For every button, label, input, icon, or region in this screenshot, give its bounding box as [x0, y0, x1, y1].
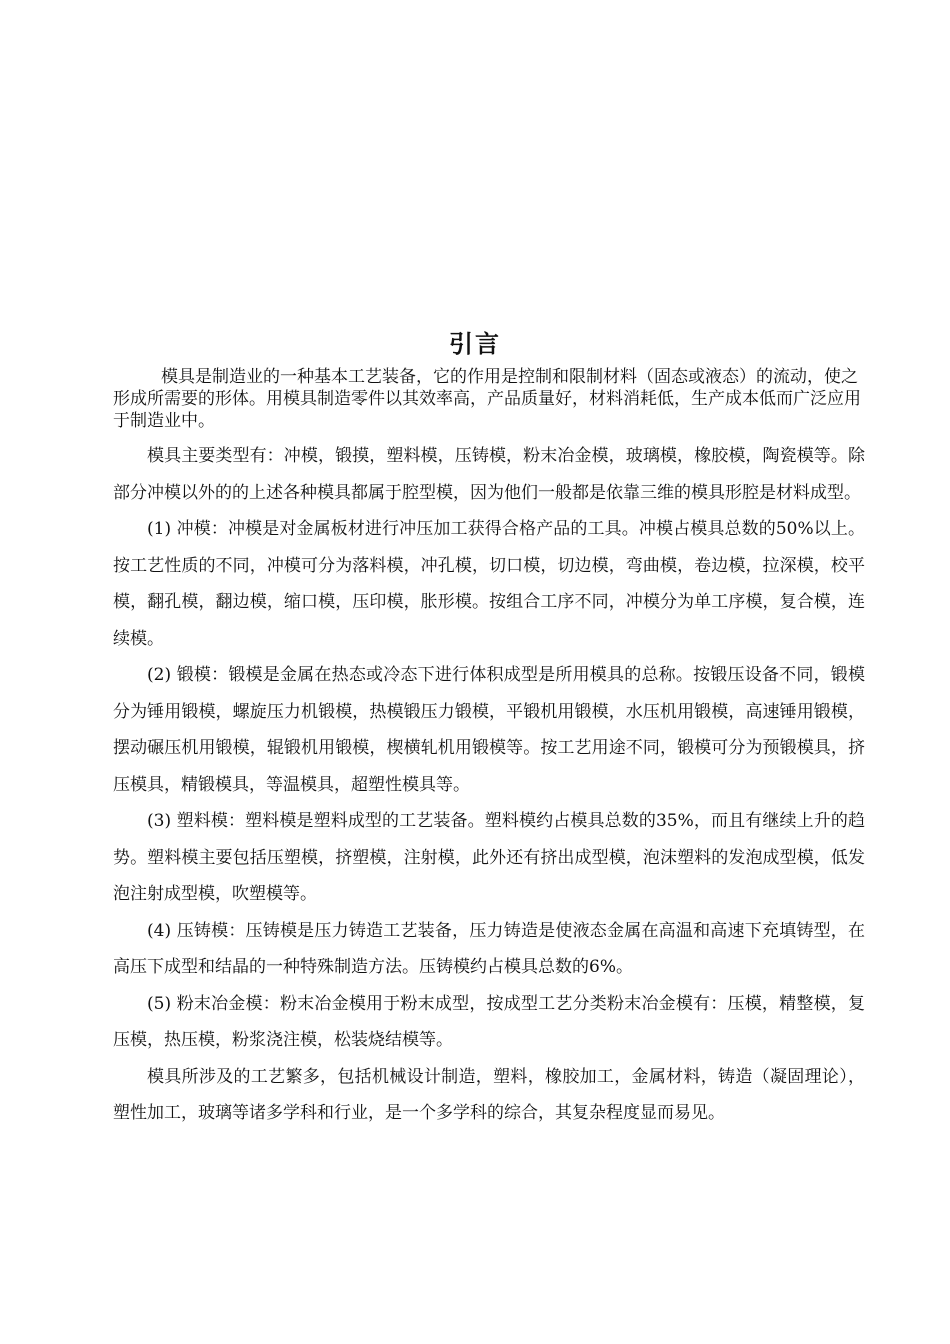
intro-paragraph: 模具是制造业的一种基本工艺装备，它的作用是控制和限制材料（固态或液态）的流动，使之形成所需要的形体。用模具制造零件以其效率高，产品质量好，材料消耗低，生产成本低而广泛应用于制造业中。	[113, 367, 861, 431]
page-title: 引言	[449, 330, 501, 358]
body-text	[113, 438, 865, 1132]
paragraph-powder-metallurgy-mold: (5) 粉末冶金模：粉末冶金模用于粉末成型，按成型工艺分类粉末冶金模有：压模，精整模，复压模，热压模，粉浆浇注模，松装烧结模等。	[113, 993, 865, 1050]
paragraph-stamping-die: (1) 冲模：冲模是对金属板材进行冲压加工获得合格产品的工具。冲模占模具总数的50%以上。按工艺性质的不同，冲模可分为落料模，冲孔模，切口模，切边模，弯曲模，卷边模，拉深模，校平模，翻孔模，翻边模，缩口模，压印模，胀形模。按组合工序不同，冲模分为单工序模，复合模，连续模。	[113, 519, 865, 649]
paragraph-plastic-mold: (3) 塑料模：塑料模是塑料成型的工艺装备。塑料模约占模具总数的35%，而且有继续上升的趋势。塑料模主要包括压塑模，挤塑模，注射模，此外还有挤出成型模，泡沫塑料的发泡成型模，低发泡注射成型模，吹塑模等。	[113, 811, 865, 904]
paragraph-summary: 模具所涉及的工艺繁多，包括机械设计制造，塑料，橡胶加工，金属材料，铸造（凝固理论），塑性加工，玻璃等诸多学科和行业，是一个多学科的综合，其复杂程度显而易见。	[113, 1066, 865, 1123]
paragraph-forging-die: (2) 锻模：锻模是金属在热态或冷态下进行体积成型是所用模具的总称。按锻压设备不同，锻模分为锤用锻模，螺旋压力机锻模，热模锻压力锻模，平锻机用锻模，水压机用锻模，高速锤用锻模，摆动碾压机用锻模，辊锻机用锻模，楔横轧机用锻模等。按工艺用途不同，锻模可分为预锻模具，挤压模具，精锻模具，等温模具，超塑性模具等。	[113, 665, 865, 795]
paragraph-die-casting-mold: (4) 压铸模：压铸模是压力铸造工艺装备，压力铸造是使液态金属在高温和高速下充填铸型，在高压下成型和结晶的一种特殊制造方法。压铸模约占模具总数的6%。	[113, 920, 865, 977]
paragraph-mold-types: 模具主要类型有：冲模，锻摸，塑料模，压铸模，粉末冶金模，玻璃模，橡胶模，陶瓷模等。除部分冲模以外的的上述各种模具都属于腔型模，因为他们一般都是依靠三维的模具形腔是材料成型。	[113, 446, 865, 503]
